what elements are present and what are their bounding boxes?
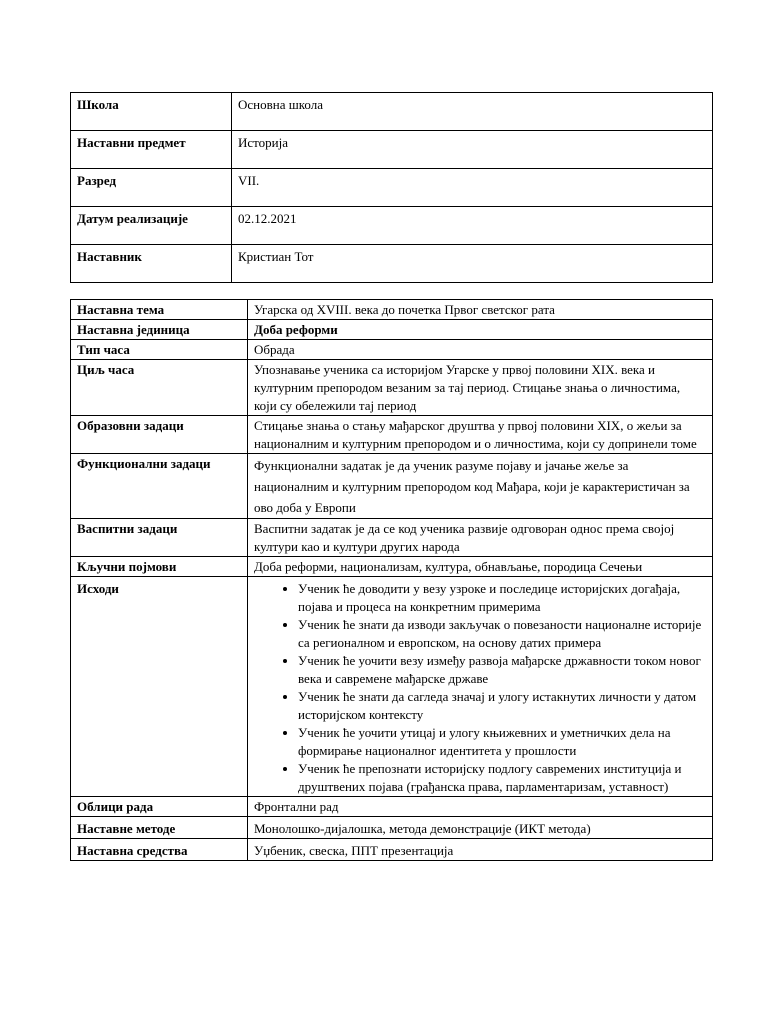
table-row xyxy=(71,817,713,839)
goal-value: Упознавање ученика са историјом Угарске у првој половини XIX. века и културним препородом везаним за тај период. Стицање знања о личностима, који су обележили тај период xyxy=(248,360,713,416)
key-terms-value: Доба реформи, национализам, култура, обнављање, породица Сечењи xyxy=(248,557,713,577)
teacher-value: Кристиан Тот xyxy=(232,245,713,283)
topic-value: Угарска од XVIII. века до почетка Првог светског рата xyxy=(248,300,713,320)
table-row xyxy=(71,245,713,283)
methods-label: Наставне методе xyxy=(71,817,248,839)
table-row xyxy=(71,340,713,360)
table-row xyxy=(71,557,713,577)
outcomes-cell xyxy=(248,577,713,797)
goal-label: Циљ часа xyxy=(71,360,248,416)
func-tasks-value: Функционални задатак је да ученик разуме појаву и јачање жеље за националним и културним препородом код Мађара, који је карактеристичан за ово доба у Европи xyxy=(248,454,713,519)
table-row xyxy=(71,169,713,207)
school-value: Основна школа xyxy=(232,93,713,131)
table-row xyxy=(71,454,713,519)
work-forms-label: Облици рада xyxy=(71,797,248,817)
lesson-plan-table xyxy=(70,299,713,861)
list-item: • Ученик ће доводити у везу узроке и последице историјских догађаја, појава и процеса на конкретним примерима xyxy=(298,580,706,616)
subject-value: Историја xyxy=(232,131,713,169)
table-row xyxy=(71,519,713,557)
table-row xyxy=(71,131,713,169)
means-label: Наставна средства xyxy=(71,839,248,861)
table-row xyxy=(71,797,713,817)
means-value: Уџбеник, свеска, ППТ презентација xyxy=(248,839,713,861)
methods-value: Монолошко-дијалошка, метода демонстрације (ИКТ метода) xyxy=(248,817,713,839)
type-value: Обрада xyxy=(248,340,713,360)
table-row xyxy=(71,416,713,454)
date-value: 02.12.2021 xyxy=(232,207,713,245)
list-item: • Ученик ће знати да сагледа значај и улогу истакнутих личности у датом историјском контексту xyxy=(298,688,706,724)
general-info-table xyxy=(70,92,713,283)
list-item: • Ученик ће уочити утицај и улогу књижевних и уметничких дела на формирање националног идентитета у прошлости xyxy=(298,724,706,760)
table-row xyxy=(71,577,713,797)
table-row xyxy=(71,207,713,245)
work-forms-value: Фронтални рад xyxy=(248,797,713,817)
subject-label: Наставни предмет xyxy=(71,131,232,169)
list-item: • Ученик ће препознати историјску подлогу савремених институција и друштвених појава (грађанска права, парламентаризам, уставност) xyxy=(298,760,706,796)
table-row xyxy=(71,93,713,131)
school-label: Школа xyxy=(71,93,232,131)
upbringing-tasks-value: Васпитни задатак је да се код ученика развије одговоран однос према својој култури као и култури других народа xyxy=(248,519,713,557)
date-label: Датум реализације xyxy=(71,207,232,245)
upbringing-tasks-label: Васпитни задаци xyxy=(71,519,248,557)
topic-label: Наставна тема xyxy=(71,300,248,320)
func-tasks-label: Функционални задаци xyxy=(71,454,248,519)
teacher-label: Наставник xyxy=(71,245,232,283)
key-terms-label: Кључни појмови xyxy=(71,557,248,577)
edu-tasks-label: Образовни задаци xyxy=(71,416,248,454)
table-row xyxy=(71,839,713,861)
grade-value: VII. xyxy=(232,169,713,207)
table-row xyxy=(71,360,713,416)
unit-label: Наставна јединица xyxy=(71,320,248,340)
table-row xyxy=(71,320,713,340)
type-label: Тип часа xyxy=(71,340,248,360)
table-row xyxy=(71,300,713,320)
outcomes-list xyxy=(254,580,706,796)
outcomes-label: Исходи xyxy=(71,577,248,797)
list-item: • Ученик ће уочити везу између развоја мађарске државности током новог века и савремене мађарске државе xyxy=(298,652,706,688)
grade-label: Разред xyxy=(71,169,232,207)
list-item: • Ученик ће знати да изводи закључак о повезаности националне историје са регионалном и европском, на основу датих примера xyxy=(298,616,706,652)
unit-value: Доба реформи xyxy=(248,320,713,340)
edu-tasks-value: Стицање знања о стању мађарског друштва у првој половини XIX, о жељи за националним и културним препородом и о личностима, који су допринели томе xyxy=(248,416,713,454)
